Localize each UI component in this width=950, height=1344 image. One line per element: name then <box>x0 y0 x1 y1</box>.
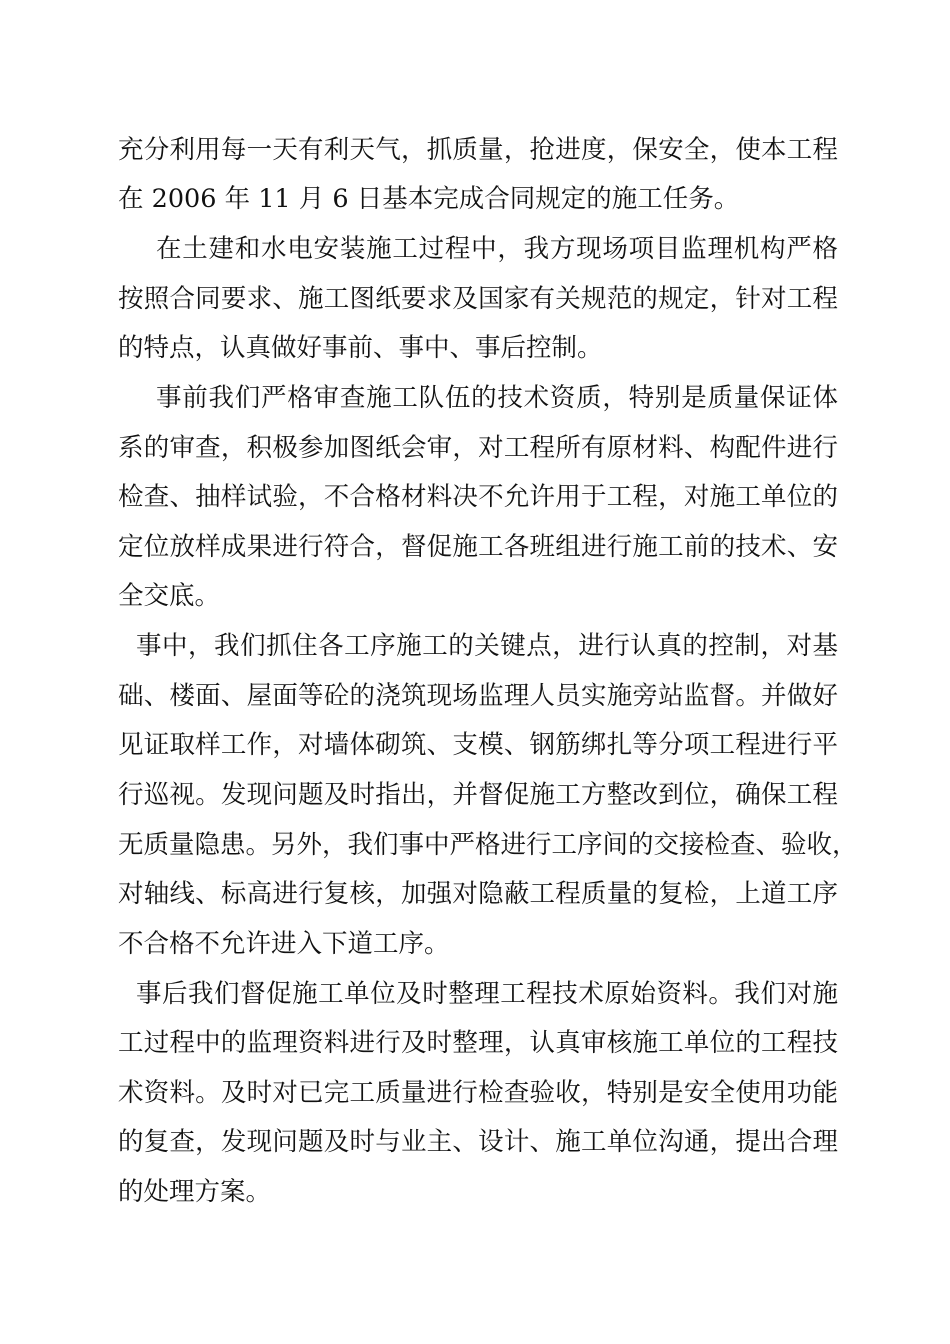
text-line: 全交底。 <box>118 581 221 611</box>
text-line: 础、楼面、屋面等砼的浇筑现场监理人员实施旁站监督。并做好 <box>118 681 838 711</box>
text-line: 系的审查，积极参加图纸会审，对工程所有原材料、构配件进行 <box>118 433 838 463</box>
text-line: 的特点，认真做好事前、事中、事后控制。 <box>118 333 603 363</box>
text-line: 见证取样工作，对墙体砌筑、支模、钢筋绑扎等分项工程进行平 <box>118 730 838 760</box>
text-line: 定位放样成果进行符合，督促施工各班组进行施工前的技术、安 <box>118 532 838 562</box>
text-line: 的处理方案。 <box>118 1177 272 1207</box>
text-line: 事后我们督促施工单位及时整理工程技术原始资料。我们对施 <box>136 979 838 1009</box>
text-line: 事中，我们抓住各工序施工的关键点，进行认真的控制，对基 <box>136 631 838 661</box>
text-line: 事前我们严格审查施工队伍的技术资质，特别是质量保证体 <box>156 383 838 413</box>
text-line: 的复查，发现问题及时与业主、设计、施工单位沟通，提出合理 <box>118 1127 838 1157</box>
text-line: 工过程中的监理资料进行及时整理，认真审核施工单位的工程技 <box>118 1028 838 1058</box>
text-line: 充分利用每一天有利天气，抓质量，抢进度，保安全，使本工程 <box>118 135 838 165</box>
text-line: 行巡视。发现问题及时指出，并督促施工方整改到位，确保工程 <box>118 780 838 810</box>
text-line: 在土建和水电安装施工过程中，我方现场项目监理机构严格 <box>156 234 838 264</box>
text-line: 术资料。及时对已完工质量进行检查验收，特别是安全使用功能 <box>118 1078 838 1108</box>
text-line: 检查、抽样试验，不合格材料决不允许用于工程，对施工单位的 <box>118 482 838 512</box>
text-line: 不合格不允许进入下道工序。 <box>118 929 450 959</box>
text-line: 无质量隐患。另外，我们事中严格进行工序间的交接检查、验收， <box>118 830 858 860</box>
text-line: 在 2006 年 11 月 6 日基本完成合同规定的施工任务。 <box>118 184 740 214</box>
text-line: 对轴线、标高进行复核，加强对隐蔽工程质量的复检，上道工序 <box>118 879 838 909</box>
text-line: 按照合同要求、施工图纸要求及国家有关规范的规定，针对工程 <box>118 284 838 314</box>
